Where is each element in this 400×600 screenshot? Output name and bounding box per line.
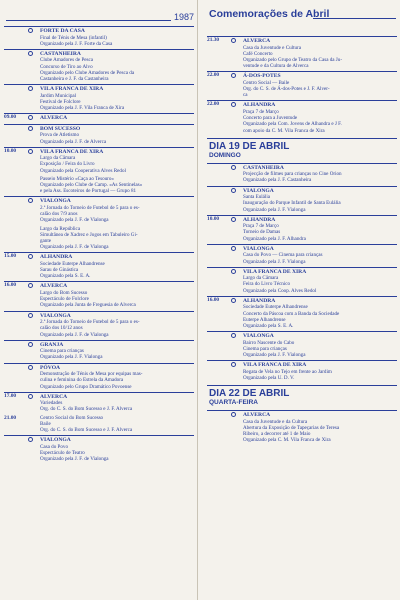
event-detail-line: Concerto para a Juventude	[243, 115, 298, 122]
event-time: 21.00	[4, 414, 17, 421]
event-detail-line: com apoio da C. M. Vila Franca de Xira	[243, 127, 325, 134]
event-place: VIALONGA	[243, 187, 274, 194]
program-entry	[4, 176, 194, 195]
event-detail-line: Largo da Câmara	[243, 275, 279, 282]
event-detail-line: 2.ª Jornada do Torneio de Futebol de 5 para o es-	[40, 204, 140, 211]
event-place: PÓVOA	[40, 364, 61, 371]
event-detail-line: Jardim Municipal	[40, 92, 77, 99]
event-place: ALVERCA	[40, 115, 68, 122]
page-fold	[197, 0, 198, 600]
bullet-icon	[231, 333, 236, 338]
event-place: VIALONGA	[40, 312, 71, 319]
event-detail-line: Organizado pela J. F. Vialonga	[243, 352, 306, 359]
event-time: 17.00	[4, 392, 17, 399]
page-title: Comemorações de Abril	[209, 8, 330, 20]
program-entry	[4, 392, 194, 413]
event-detail-line: Organizado pela J. F. de Alverca	[40, 138, 107, 145]
event-detail-line: Organizado pela J. F. Forte da Casa	[40, 40, 113, 47]
event-detail-line: Casa da Juventude e da Cultura	[243, 418, 308, 425]
event-detail-line: gante	[40, 237, 52, 244]
event-place: Á-DOS-POTES	[243, 73, 281, 80]
event-place: ALVERCA	[40, 393, 68, 400]
event-time: 21.30	[207, 37, 220, 43]
event-place: VIALONGA	[243, 333, 274, 340]
event-detail-line: Largo do Bom Sucesso	[40, 289, 88, 296]
program-entry	[207, 360, 397, 381]
event-detail-line: Feira do Livro Técnico	[243, 281, 291, 288]
bullet-icon	[28, 198, 33, 203]
event-detail-line: Inauguração do Parque Infantil de Santa Eulália	[243, 200, 341, 207]
event-detail-line: Praça 7 de Março	[243, 108, 279, 115]
event-detail-line: Final de Ténis de Mesa (infantil)	[40, 34, 107, 41]
event-detail-line: Org. do C. S. de Á-dos-Potes e J. F. Alver-	[243, 86, 330, 93]
program-entry	[207, 163, 397, 184]
bullet-icon	[28, 313, 33, 318]
event-place: CASTANHEIRA	[40, 50, 81, 57]
day-name: QUARTA-FEIRA	[209, 399, 258, 407]
event-detail-line: Organizado pela J. F. Vila Franca de Xira	[40, 105, 125, 112]
event-detail-line: Sociedade Euterpe Alhandrense	[243, 304, 308, 311]
event-detail-line: Organizado pela J. F. Alhandra	[243, 235, 306, 242]
event-detail-line: Organizado pelo Grupo Dramático Povoense	[40, 383, 132, 390]
event-place: ALHANDRA	[243, 216, 276, 223]
event-detail-line: e pela Ass. Escoteiros de Portugal — Grupo 81	[40, 188, 137, 195]
program-entry	[207, 296, 397, 329]
event-detail-line: Projecção de filmes para crianças no Cine Orion	[243, 171, 342, 178]
event-detail-line: Organizado pela J. F. de Vialonga	[40, 217, 109, 224]
program-entry	[4, 226, 194, 251]
event-detail-line: ca	[243, 92, 248, 99]
bullet-icon	[28, 394, 33, 399]
event-detail-line: Organizado pela J. F. de Vialonga	[40, 331, 109, 338]
event-detail-line: Demonstração de Ténis de Mesa por equipas mas-	[40, 371, 143, 378]
bullet-icon	[28, 115, 33, 120]
program-entry	[207, 267, 397, 294]
event-detail-line: Casa do Povo	[40, 443, 69, 450]
bullet-icon	[28, 28, 33, 33]
bullet-icon	[28, 254, 33, 259]
event-detail-line: Organizado pela J. F. Vialonga	[40, 354, 103, 361]
day-heading	[207, 138, 397, 160]
program-entry	[207, 331, 397, 358]
program-entry	[4, 124, 194, 145]
event-place: FORTE DA CASA	[40, 28, 85, 34]
event-detail-line: Simultânea de Xadrez e Jogos em Tabuleiro Gi-	[40, 231, 138, 238]
bullet-icon	[231, 269, 236, 274]
event-detail-line: Espectáculo de Folclore	[40, 296, 89, 303]
day-name: DOMINGO	[209, 151, 241, 159]
event-detail-line: Organizado pela Cooperativa Alves Redol	[40, 167, 126, 174]
event-detail-line: Casa da Juventude e Cultura	[243, 44, 301, 51]
bullet-icon	[28, 283, 33, 288]
event-detail-line: Organizado pela S. E. A.	[40, 273, 91, 280]
title-rule	[313, 18, 396, 19]
bullet-icon	[28, 437, 33, 442]
event-detail-line: Passeio Mistério «Caça ao Tesouro»	[40, 175, 114, 182]
event-time: 10.00	[4, 147, 17, 154]
bullet-icon	[28, 126, 33, 131]
event-place: ALVERCA	[243, 38, 271, 44]
event-detail-line: Castanheira e J. F. da Castanheira	[40, 76, 109, 83]
event-detail-line: Festival de Folclore	[40, 98, 81, 105]
program-entry	[4, 113, 194, 122]
event-detail-line: Org. do C. S. do Bom Sucesso e J. F. Alverca	[40, 406, 133, 413]
event-place: VILA FRANCA DE XIRA	[40, 86, 104, 93]
event-detail-line: ventude e da Cultura de Alverca	[243, 63, 309, 70]
event-detail-line: Sarau de Ginástica	[40, 267, 79, 274]
event-detail-line: Cinema para crianças	[40, 348, 84, 355]
program-entry	[4, 281, 194, 308]
left-page	[0, 0, 197, 600]
event-place: VIALONGA	[40, 198, 71, 205]
event-detail-line: Clube Amadores de Pesca	[40, 57, 94, 64]
event-detail-line: calão dos 7/9 anos	[40, 211, 78, 218]
program-entry	[207, 244, 397, 265]
event-time: 22.00	[207, 101, 220, 108]
program-entry	[207, 100, 397, 133]
event-time: 22.00	[207, 72, 220, 79]
event-time: 16.00	[4, 282, 17, 289]
event-detail-line: Organizado pela J. F. Vialonga	[243, 258, 306, 265]
event-detail-line: Organizado pela Junta de Freguesia de Alverca	[40, 302, 136, 309]
event-detail-line: Largo da Câmara	[40, 155, 76, 162]
event-place: VILA FRANCA DE XIRA	[40, 148, 104, 155]
bullet-icon	[28, 86, 33, 91]
event-detail-line: Largo da República	[40, 225, 81, 232]
bullet-icon	[231, 165, 236, 170]
event-place: ALVERCA	[243, 412, 271, 419]
event-place: VILA FRANCA DE XIRA	[243, 362, 307, 369]
bullet-icon	[28, 149, 33, 154]
event-detail-line: Praça 7 de Março	[243, 223, 279, 230]
event-detail-line: Centro Social — Baile	[243, 79, 290, 86]
event-detail-line: Organizado pela J. F. de Vialonga	[40, 244, 109, 251]
header-year: 1987	[173, 12, 194, 22]
program-entry	[207, 410, 397, 443]
right-program-list	[207, 36, 397, 446]
event-place: ALVERCA	[40, 283, 68, 290]
event-detail-line: Organizado pela Com. Jovens de Alhandra e J F.	[243, 121, 342, 128]
header-rule	[6, 20, 171, 21]
program-entry	[4, 196, 194, 223]
event-time: 09.00	[4, 114, 17, 121]
event-place: VIALONGA	[40, 437, 71, 444]
event-time: 10.00	[207, 215, 220, 222]
event-detail-line: Organizado pelo Grupo de Teatro da Casa da Ju-	[243, 56, 343, 63]
event-place: ALHANDRA	[40, 254, 73, 261]
event-detail-line: Exposição / Feira do Livro	[40, 161, 95, 168]
event-detail-line: 2.ª Jornada do Torneio de Futebol de 5 para o es-	[40, 319, 140, 326]
program-entry	[4, 415, 194, 434]
day-title: DIA 22 DE ABRIL	[209, 388, 290, 400]
event-detail-line: calão dos 10/12 anos	[40, 325, 83, 332]
event-detail-line: Café Concerto	[243, 50, 273, 57]
program-entry	[4, 26, 194, 47]
program-entry	[4, 340, 194, 361]
event-detail-line: Organizado pela U. D. V.	[243, 375, 295, 381]
bullet-icon	[231, 362, 236, 367]
event-detail-line: Prova de Atletismo	[40, 132, 80, 139]
event-detail-line: Organizado pela S. E. A.	[243, 322, 294, 329]
event-detail-line: Casa do Povo — Cinema para crianças	[243, 252, 323, 259]
event-detail-line: Organizado pelo Clube de Camp. «As Sentinelas»	[40, 182, 143, 189]
event-detail-line: Concerto da Páscoa com a Banda da Sociedade	[243, 310, 340, 317]
event-detail-line: Organizado pela J. F. Vialonga	[243, 206, 306, 213]
event-detail-line: Abertura da Exposição de Tapeçarias de Teresa	[243, 424, 340, 431]
program-entry	[4, 252, 194, 279]
event-detail-line: Org. do C. S. do Bom Sucesso e J. F. Alverca	[40, 427, 133, 434]
event-detail-line: Concurso de Tiro ao Alvo	[40, 63, 93, 70]
event-detail-line: Organizado pela C. M. Vila Franca de Xira	[243, 437, 331, 444]
event-detail-line: Espectáculo de Teatro	[40, 449, 85, 456]
event-detail-line: Ribeiro, a decorrer até 1 de Maio	[243, 431, 311, 438]
event-detail-line: Regata de Vela no Tejo em frente ao Jardim	[243, 368, 332, 375]
event-place: ALHANDRA	[243, 102, 276, 109]
program-entry	[4, 363, 194, 390]
event-place: ALHANDRA	[243, 297, 276, 304]
event-time: 16.00	[207, 296, 220, 303]
event-place: VIALONGA	[243, 245, 274, 252]
bullet-icon	[231, 73, 236, 78]
program-entry	[207, 36, 397, 69]
day-heading	[207, 385, 397, 407]
bullet-icon	[231, 102, 236, 107]
bullet-icon	[231, 188, 236, 193]
program-entry	[4, 311, 194, 338]
event-detail-line: Sociedade Euterpe Alhandrense	[40, 260, 105, 267]
event-detail-line: Bairro Nascente do Cabo	[243, 339, 295, 346]
program-entry	[4, 435, 194, 462]
bullet-icon	[28, 342, 33, 347]
event-place: CASTANHEIRA	[243, 164, 284, 171]
day-title: DIA 19 DE ABRIL	[209, 140, 290, 152]
right-page	[203, 0, 400, 600]
event-place: BOM SUCESSO	[40, 125, 81, 132]
event-detail-line: Organizado pela J. F. Castanheira	[243, 177, 312, 184]
program-entry	[4, 147, 194, 174]
bullet-icon	[28, 51, 33, 56]
event-detail-line: Euterpe Alhandrense	[243, 316, 286, 323]
event-detail-line: Baile	[40, 420, 51, 427]
event-place: VILA FRANCA DE XIRA	[243, 268, 307, 275]
event-detail-line: Cinema para crianças	[243, 345, 287, 352]
event-detail-line: Santa Eulália	[243, 194, 271, 201]
bullet-icon	[231, 217, 236, 222]
program-entry	[4, 49, 194, 82]
event-detail-line: culina e feminina do Estrela da Amadora	[40, 377, 124, 384]
event-detail-line: Centro Social do Bom Sucesso	[40, 414, 104, 421]
event-detail-line: Organizado pela J. F. de Vialonga	[40, 456, 109, 463]
left-program-list	[4, 26, 194, 464]
program-entry	[207, 71, 397, 98]
bullet-icon	[231, 412, 236, 417]
event-detail-line: Torneio de Damas	[243, 229, 281, 236]
program-entry	[207, 215, 397, 242]
event-detail-line: Organizado pela Coop. Alves Redol	[243, 287, 317, 294]
bullet-icon	[28, 365, 33, 370]
event-detail-line: Variedades	[40, 400, 63, 407]
program-entry	[4, 84, 194, 111]
event-detail-line: Organizado pelo Clube Amadores de Pesca da	[40, 69, 135, 76]
event-time: 15.00	[4, 253, 17, 260]
event-place: GRANJA	[40, 341, 64, 348]
bullet-icon	[231, 246, 236, 251]
program-entry	[207, 186, 397, 213]
bullet-icon	[231, 298, 236, 303]
bullet-icon	[231, 38, 236, 43]
